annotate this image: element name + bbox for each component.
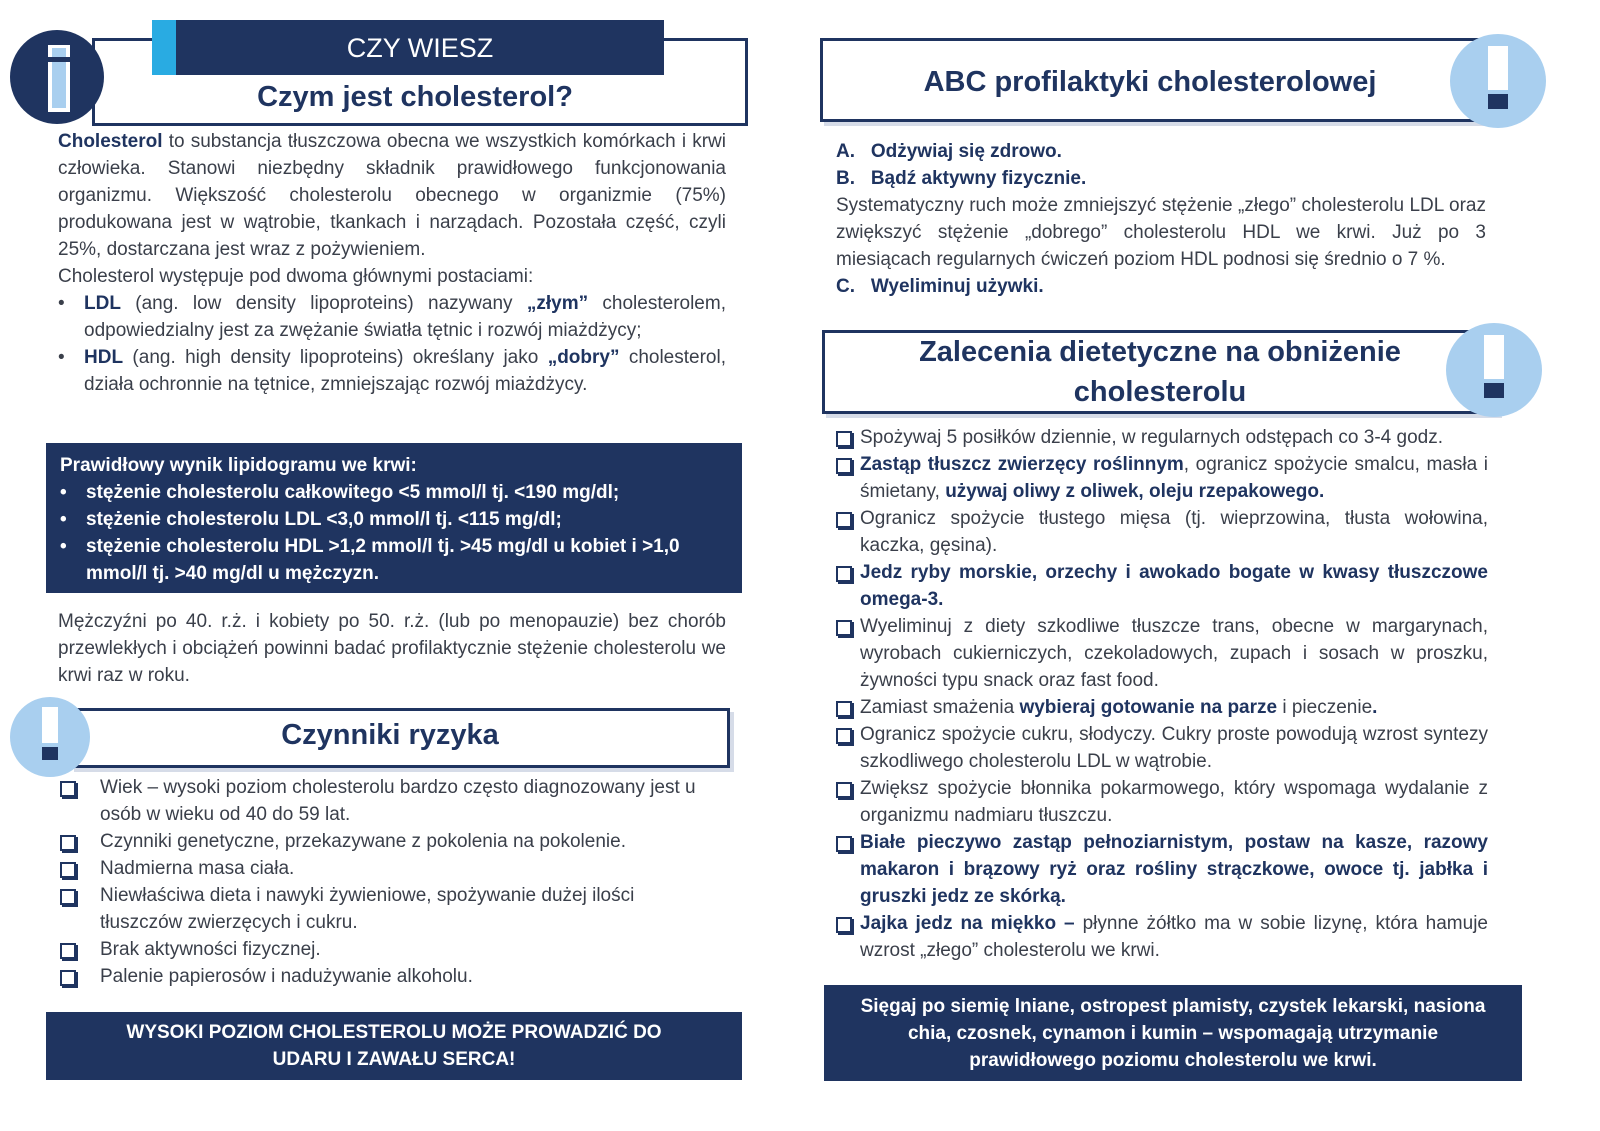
diet-title-line1: Zalecenia dietetyczne na obniżenie (919, 336, 1401, 368)
list-item: Nadmierna masa ciała. (58, 855, 698, 882)
checkbox-icon (836, 701, 852, 717)
didyouknow-banner (152, 20, 664, 75)
list-item: Brak aktywności fizycznej. (58, 936, 698, 963)
warning-text: WYSOKI POZIOM CHOLESTEROLU MOŻE PROWADZIĆ DO UDARU I ZAWAŁU SERCA! (126, 1022, 662, 1070)
lipid-result-box (46, 443, 742, 593)
list-item: Wyeliminuj z diety szkodliwe tłuszcze trans, obecne w margarynach, wyrobach cukierniczych, czekoladowych, zupach i sosach w proszku, żywności typu snack oraz fast food. (836, 613, 1488, 694)
warning-box (46, 1012, 742, 1080)
abc-title: ABC profilaktyki cholesterolowej (923, 66, 1377, 98)
abc-item-a: A. Odżywiaj się zdrowo. (836, 141, 1062, 162)
checkbox-icon (836, 431, 852, 447)
abc-item-c: C. Wyeliminuj używki. (836, 276, 1044, 297)
list-item: Palenie papierosów i nadużywanie alkoholu. (58, 963, 698, 990)
cholesterol-forms-list (58, 290, 726, 398)
cholesterol-title: Czym jest cholesterol? (257, 81, 573, 113)
checkbox-icon (60, 781, 76, 797)
checkbox-icon (836, 917, 852, 933)
checkbox-icon (836, 458, 852, 474)
screening-note: Mężczyźni po 40. r.ż. i kobiety po 50. r.ż. (lub po menopauzie) bez chorób przewlekłych i obciążeń powinni badać profilaktycznie stężenie cholesterolu we krwi raz w roku. (58, 611, 726, 686)
checkbox-icon (836, 728, 852, 744)
exclamation-icon (1446, 323, 1542, 417)
didyouknow-label: CZY WIESZ (346, 33, 494, 63)
intro-text: to substancja tłuszczowa obecna we wszystkich komórkach i krwi człowieka. Stanowi niezbędny składnik prawidłowego funkcjonowania organizmu. Większość cholesterolu obecnego w organizmie (75%) produkowana jest w wątrobie, tkankach i narządach. Pozostała część, czyli 25%, dostarczana jest wraz z pożywieniem. (58, 131, 726, 260)
abc-content (836, 138, 1486, 300)
list-item-ldl: • LDL (ang. low density lipoproteins) nazywany „złym” cholesterolem, odpowiedzialny jest za zwężanie światła tętnic i rozwój miażdżycy; (58, 290, 726, 344)
list-item: Białe pieczywo zastąp pełnoziarnistym, postaw na kasze, razowy makaron i brązowy ryż oraz rośliny strączkowe, owoce tj. jabłka i gruszki jedz ze skórką. (836, 829, 1488, 910)
list-item: Ogranicz spożycie cukru, słodyczy. Cukry proste powodują wzrost syntezy szkodliwego cholesterolu LDL w wątrobie. (836, 721, 1488, 775)
list-item: Zwiększ spożycie błonnika pokarmowego, który wspomaga wydalanie z organizmu nadmiaru tłuszczu. (836, 775, 1488, 829)
intro-bold-term: Cholesterol (58, 131, 163, 152)
tip-box (824, 985, 1522, 1081)
forms-intro: Cholesterol występuje pod dwoma głównymi postaciami: (58, 266, 534, 287)
list-item: Zamiast smażenia wybieraj gotowanie na parze i pieczenie. (836, 694, 1488, 721)
cholesterol-intro (58, 128, 726, 398)
risk-factors-list (58, 774, 698, 990)
info-icon-stem (48, 62, 70, 112)
tip-text: Sięgaj po siemię lniane, ostropest plamisty, czystek lekarski, nasiona chia, czosnek, cynamon i kumin – wspomagają utrzymanie prawidłowego poziomu cholesterolu we krwi. (860, 996, 1486, 1071)
list-item: Zastąp tłuszcz zwierzęcy roślinnym, ogranicz spożycie smalcu, masła i śmietany, używaj oliwy z oliwek, oleju rzepakowego. (836, 451, 1488, 505)
checkbox-icon (836, 782, 852, 798)
risk-title: Czynniki ryzyka (281, 719, 499, 751)
list-item: • stężenie cholesterolu całkowitego <5 mmol/l tj. <190 mg/dl; (60, 479, 728, 506)
exclamation-icon (1450, 34, 1546, 128)
abc-item-b: B. Bądź aktywny fizycznie. (836, 168, 1087, 189)
list-item: Jedz ryby morskie, orzechy i awokado bogate w kwasy tłuszczowe omega-3. (836, 559, 1488, 613)
list-item: Wiek – wysoki poziom cholesterolu bardzo często diagnozowany jest u osób w wieku od 40 do 59 lat. (58, 774, 698, 828)
checkbox-icon (60, 943, 76, 959)
checkbox-icon (60, 889, 76, 905)
checkbox-icon (836, 836, 852, 852)
list-item: Jajka jedz na miękko – płynne żółtko ma w sobie lizynę, która hamuje wzrost „złego” cholesterolu we krwi. (836, 910, 1488, 964)
checkbox-icon (836, 566, 852, 582)
checkbox-icon (60, 970, 76, 986)
checkbox-icon (60, 835, 76, 851)
list-item: Czynniki genetyczne, przekazywane z pokolenia na pokolenie. (58, 828, 698, 855)
lipid-box-title: Prawidłowy wynik lipidogramu we krwi: (60, 455, 417, 476)
list-item: Niewłaściwa dieta i nawyki żywieniowe, spożywanie dużej ilości tłuszczów zwierzęcych i cukru. (58, 882, 698, 936)
diet-title-line2: cholesterolu (1073, 376, 1247, 408)
list-item: • stężenie cholesterolu HDL >1,2 mmol/l tj. >45 mg/dl u kobiet i >1,0 mmol/l tj. >40 mg/dl u mężczyzn. (60, 533, 728, 587)
lipid-list (60, 479, 728, 587)
list-item: Spożywaj 5 posiłków dziennie, w regularnych odstępach co 3-4 godz. (836, 424, 1488, 451)
checkbox-icon (60, 862, 76, 878)
checkbox-icon (836, 512, 852, 528)
list-item: Ogranicz spożycie tłustego mięsa (tj. wieprzowina, tłusta wołowina, kaczka, gęsina). (836, 505, 1488, 559)
diet-title (840, 332, 1480, 412)
info-icon (10, 30, 104, 124)
checkbox-icon (836, 620, 852, 636)
abc-item-b-text: Systematyczny ruch może zmniejszyć stężenie „złego” cholesterolu LDL oraz zwiększyć stężenie „dobrego” cholesterolu HDL we krwi. Już po 3 miesiącach regularnych ćwiczeń poziom HDL podnosi się średnio o 7 %. (836, 195, 1486, 270)
diet-recommendations-list (836, 424, 1488, 964)
exclamation-icon (10, 697, 90, 777)
didyouknow-accent (152, 20, 176, 75)
info-icon-dot (48, 45, 70, 57)
list-item: • stężenie cholesterolu LDL <3,0 mmol/l tj. <115 mg/dl; (60, 506, 728, 533)
list-item-hdl: • HDL (ang. high density lipoproteins) określany jako „dobry” cholesterol, działa ochronnie na tętnice, zmniejszając rozwój miażdżycy. (58, 344, 726, 398)
